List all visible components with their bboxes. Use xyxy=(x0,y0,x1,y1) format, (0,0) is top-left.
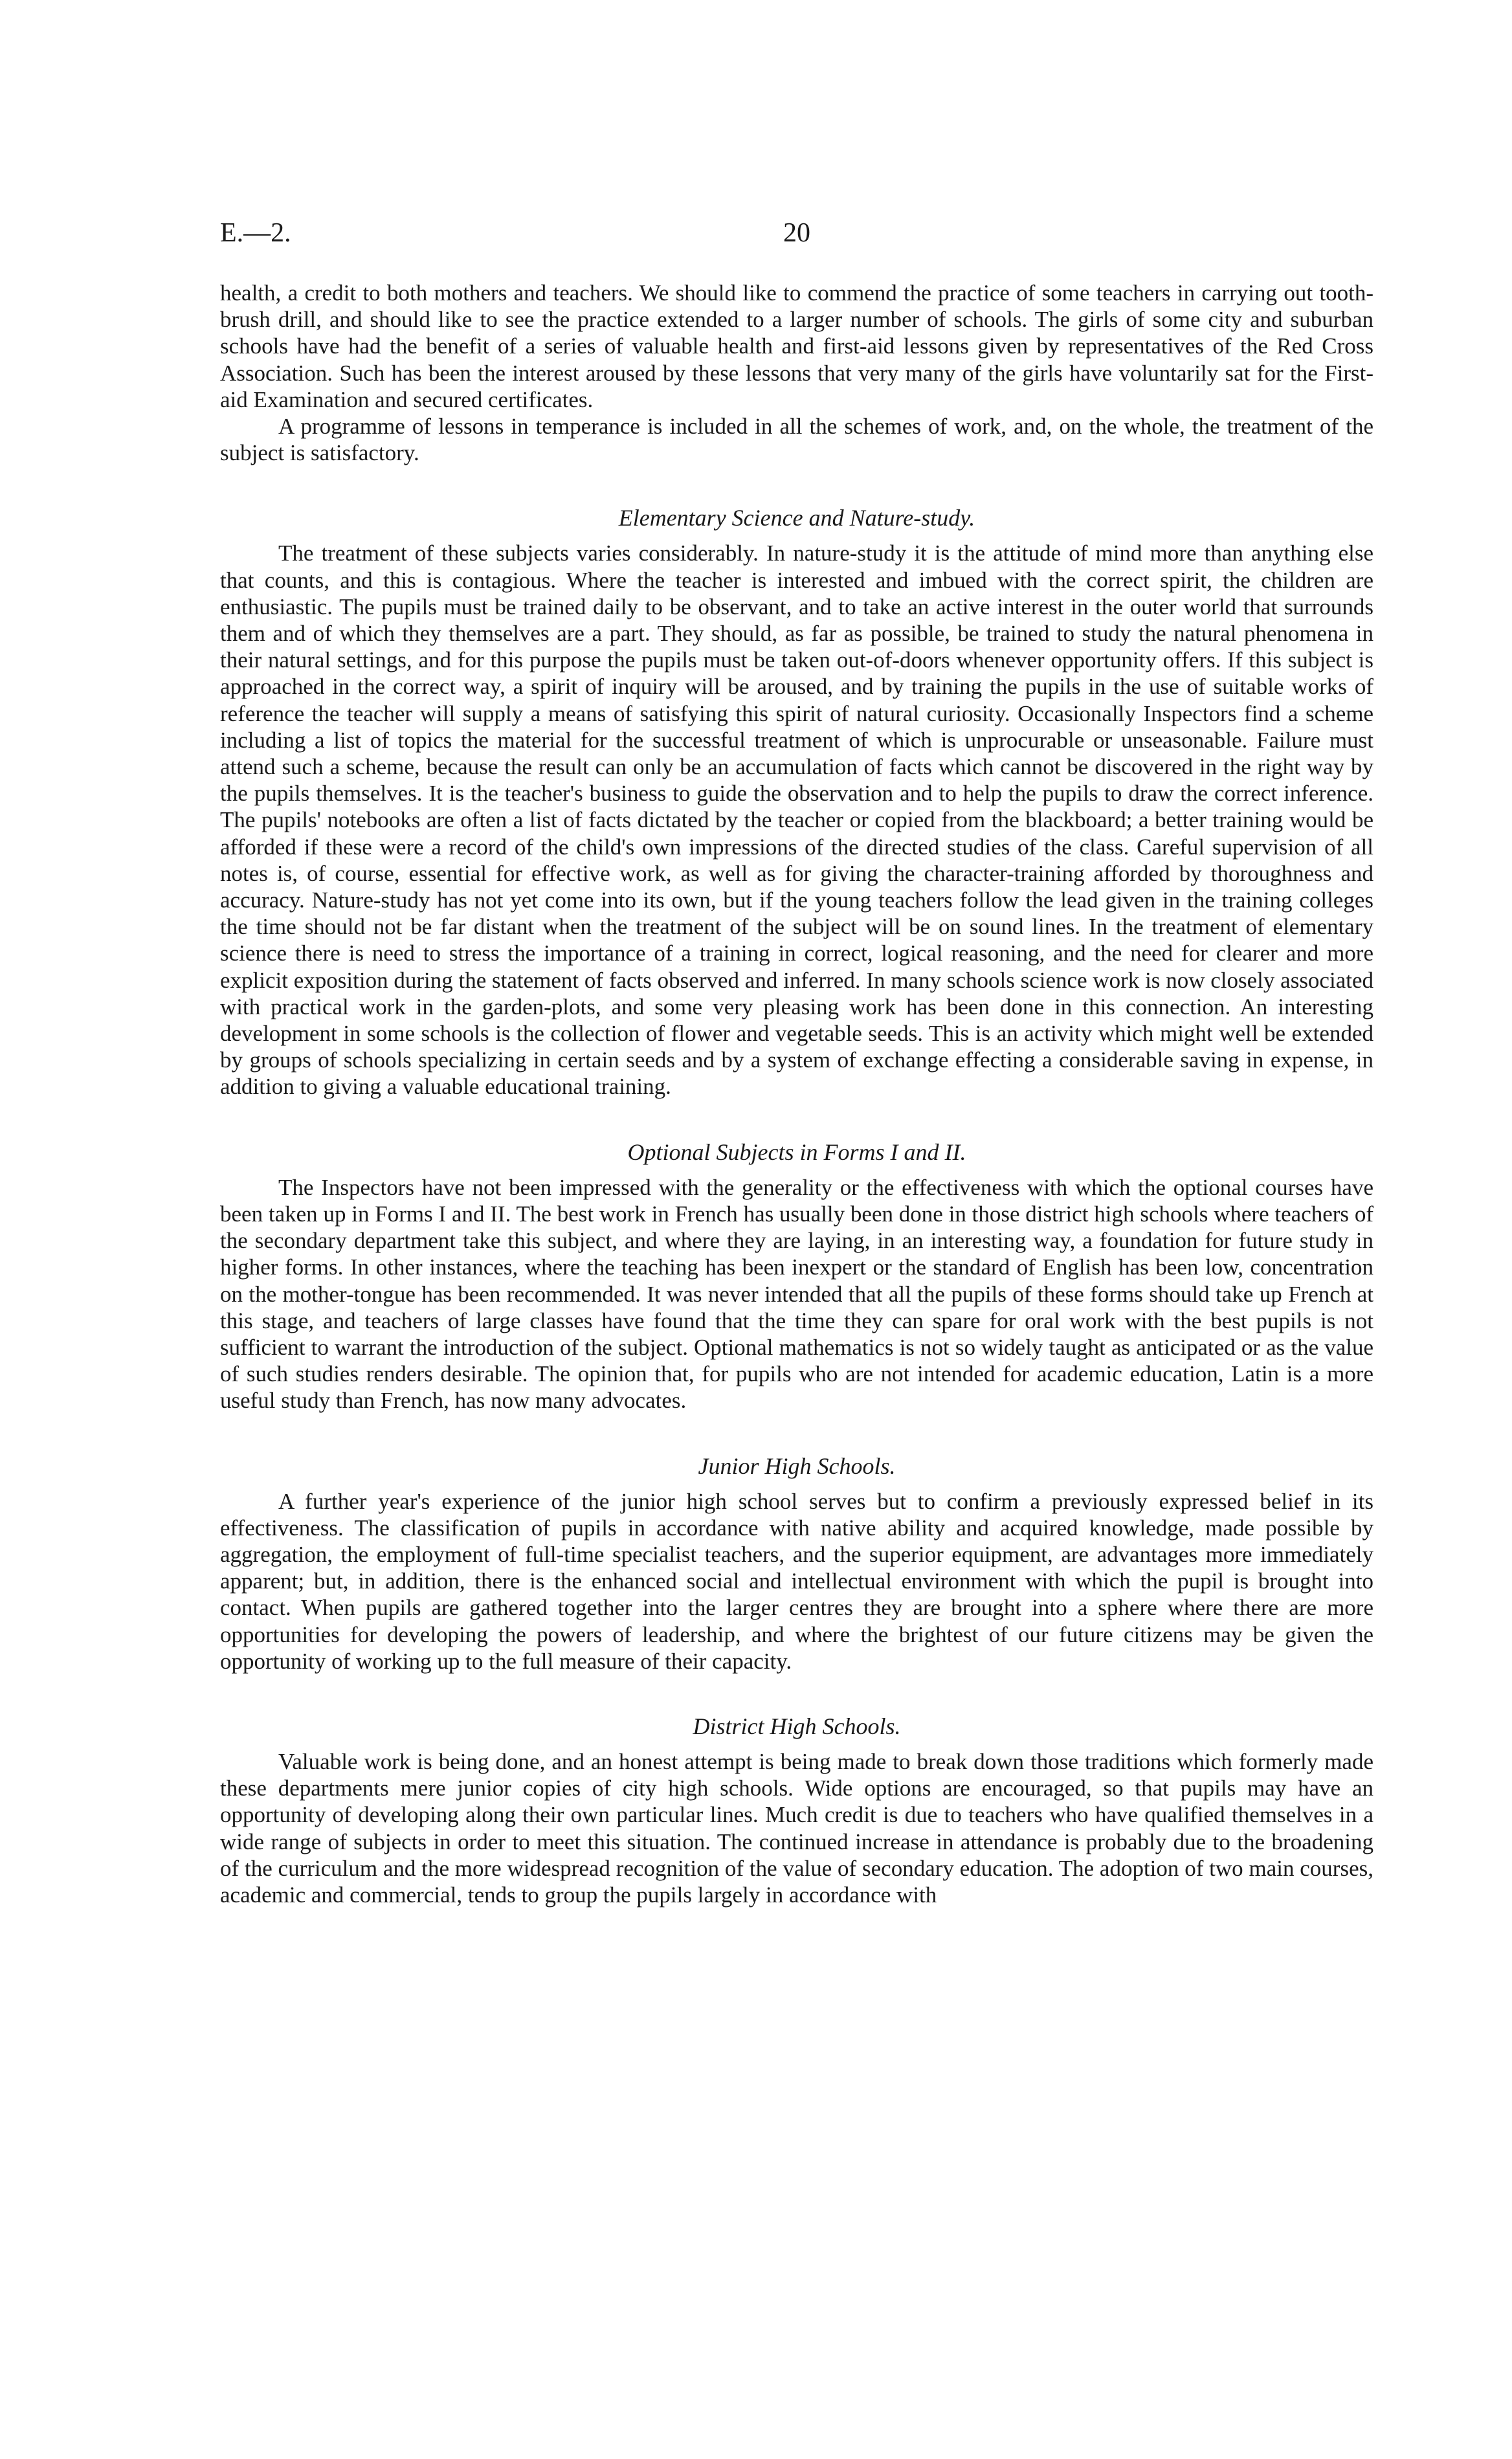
page-header xyxy=(220,217,1373,256)
heading-junior-high-schools: Junior High Schools. xyxy=(698,1452,896,1479)
heading-district-high-schools: District High Schools. xyxy=(693,1713,901,1739)
paragraph-health-continued: health, a credit to both mothers and teachers. We should like to commend the practice of some teachers in carrying out tooth-brush drill, and should like to see the practice extended to a larger number of schools. The girls of some city and suburban schools have had the benefit of a series of valuable health and first-aid lessons given by representatives of the Red Cross Association. Such has been the interest aroused by these lessons that very many of the girls have voluntarily sat for the First-aid Examination and secured certificates. xyxy=(220,280,1373,412)
heading-optional-subjects: Optional Subjects in Forms I and II. xyxy=(627,1139,966,1165)
paragraph-district-high-schools: Valuable work is being done, and an honest attempt is being made to break down those traditions which formerly made these departments mere junior copies of city high schools. Wide options are encouraged, so that pupils may have an opportunity of developing along their own particular lines. Much credit is due to teachers who have qualified themselves in a wide range of subjects in order to meet this situation. The continued increase in attendance is probably due to the broadening of the curriculum and the more widespread recognition of the value of secondary education. The adoption of two main courses, academic and commercial, tends to group the pupils largely in accordance with xyxy=(220,1748,1373,1908)
paragraph-optional-subjects: The Inspectors have not been impressed with the generality or the effectiveness with which the optional courses have been taken up in Forms I and II. The best work in French has usually been done in those district high schools where teachers of the secondary department take this subject, and where they are laying, in an interesting way, a foundation for future study in higher forms. In other instances, where the teaching has been inexpert or the standard of English has been low, concentration on the mother-tongue has been recommended. It was never intended that all the pupils of these forms should take up French at this stage, and teachers of large classes have found that the time they can spare for oral work with the best pupils is not sufficient to warrant the introduction of the subject. Optional mathematics is not so widely taught as anticipated or as the value of such studies renders desirable. The opinion that, for pupils who are not intended for academic education, Latin is a more useful study than French, has now many advocates. xyxy=(220,1174,1373,1414)
heading-elementary-science: Elementary Science and Nature-study. xyxy=(618,505,975,531)
document-body xyxy=(220,280,1373,1908)
paragraph-junior-high-schools: A further year's experience of the junior high school serves but to confirm a previously expressed belief in its effectiveness. The classification of pupils in accordance with native ability and acquired knowledge, made possible by aggregation, the employment of full-time specialist teachers, and the superior equipment, are advantages more immediately apparent; but, in addition, there is the enhanced social and intellectual environment with which the pupil is brought into contact. When pupils are gathered together into the larger centres they are brought into a sphere where there are more opportunities for developing the powers of leadership, and where the brightest of our future citizens may be given the opportunity of working up to the full measure of their capacity. xyxy=(220,1488,1373,1674)
page-number: 20 xyxy=(783,218,810,248)
paragraph-temperance: A programme of lessons in temperance is included in all the schemes of work, and, on the whole, the treatment of the subject is satisfactory. xyxy=(220,414,1373,466)
paragraph-elementary-science: The treatment of these subjects varies considerably. In nature-study it is the attitude of mind more than anything else that counts, and this is contagious. Where the teacher is interested and imbued with the correct spirit, the children are enthusiastic. The pupils must be trained daily to be observant, and to take an active interest in the outer world that surrounds them and of which they themselves are a part. They should, as far as possible, be trained to study the natural phenomena in their natural settings, and for this purpose the pupils must be taken out-of-doors whenever opportunity offers. If this subject is approached in the correct way, a spirit of inquiry will be aroused, and by training the pupils in the use of suitable works of reference the teacher will supply a means of satisfying this spirit of natural curiosity. Occasionally Inspectors find a scheme including a list of topics the material for the successful treatment of which is unprocurable or unseasonable. Failure must attend such a scheme, because the result can only be an accumulation of facts which cannot be discovered in the right way by the pupils themselves. It is the teacher's business to guide the observation and to help the pupils to draw the correct inference. The pupils' notebooks are often a list of facts dictated by the teacher or copied from the blackboard; a better training would be afforded if these were a record of the child's own impressions of the directed studies of the class. Careful supervision of all notes is, of course, essential for effective work, as well as for giving the character-training afforded by thoroughness and accuracy. Nature-study has not yet come into its own, but if the young teachers follow the lead given in the training colleges the time should not be far distant when the treatment of the subject will be on sound lines. In the treatment of elementary science there is need to stress the importance of a training in correct, logical reasoning, and the need for clearer and more explicit exposition during the statement of facts observed and inferred. In many schools science work is now closely associated with practical work in the garden-plots, and some very pleasing work has been done in this connection. An interesting development in some schools is the collection of flower and vegetable seeds. This is an activity which might well be extended by groups of schools specializing in certain seeds and by a system of exchange effecting a considerable saving in expense, in addition to giving a valuable educational training. xyxy=(220,540,1373,1100)
report-code: E.—2. xyxy=(220,218,291,248)
